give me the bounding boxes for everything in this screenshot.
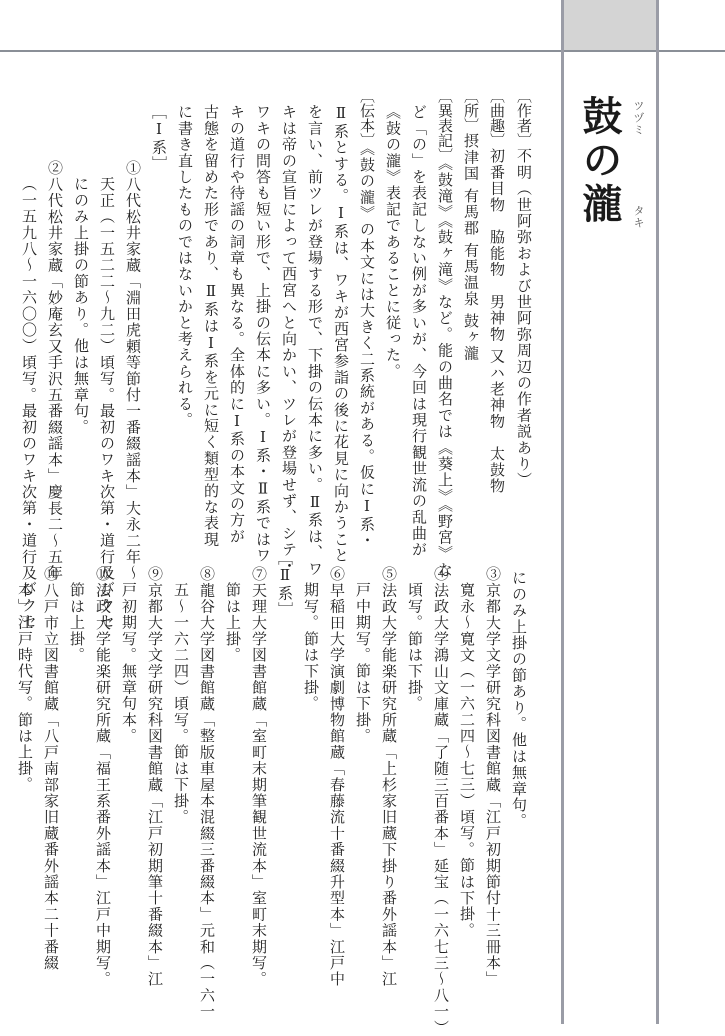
genre-label: 〔曲趣〕 bbox=[488, 88, 506, 148]
list-item: ①八代松井家蔵「淵田虎頼等節付一番綴謡本」大永二年～ bbox=[124, 160, 142, 582]
densho-label: 〔伝本〕 bbox=[358, 88, 376, 148]
variant-cont-1: ど「の」を表記しない例が多いが、今回は現行観世流の乱曲が bbox=[410, 104, 428, 558]
place-text: 摂津国 有馬郡 有馬温泉 鼓ヶ瀧 bbox=[462, 133, 480, 362]
list-item: 戸中期写。節は下掛。 bbox=[354, 582, 372, 744]
list-item: にのみ上掛の節あり。他は無章句。 bbox=[72, 176, 90, 436]
place-label: 〔所〕 bbox=[462, 88, 480, 133]
densho-line bbox=[358, 88, 376, 549]
list-item: ③京都大学文学研究科図書館蔵「江戸初期節付十三冊本」 bbox=[484, 566, 502, 988]
place-line bbox=[462, 88, 480, 362]
list-item: 節は上掛。 bbox=[224, 582, 242, 663]
list-item: 天正（一五二二～九二）頃写。最初のワキ次第・道行及びクセ bbox=[98, 176, 116, 630]
variant-label: 〔異表記〕 bbox=[436, 88, 454, 163]
list-item: ⑨京都大学文学研究科図書館蔵「江戸初期筆十番綴本」江 bbox=[146, 566, 164, 988]
title-ruby-tsuzumi: ツヅミ bbox=[632, 100, 645, 136]
densho-line: 古態を留めた形であり、Ⅱ系はⅠ系を元に短く類型的な表現 bbox=[202, 104, 220, 548]
title-column-left-rule bbox=[561, 0, 564, 1024]
list-item: ⑧龍谷大学図書館蔵「整版車屋本混綴三番綴本」元和（一六一 bbox=[198, 566, 216, 1020]
list-item: 節は上掛。 bbox=[68, 582, 86, 663]
page-title: 鼓の瀧 bbox=[576, 95, 623, 227]
list-item: ②八代松井家蔵「妙庵玄又手沢五番綴謡本」慶長二～五年 bbox=[46, 160, 64, 582]
densho-line: キの道行や待謡の詞章も異なる。全体的にⅠ系の本文の方が bbox=[228, 104, 246, 545]
list-item: ④法政大学鴻山文庫蔵「了随三百番本」延宝（一六七三～八一） bbox=[432, 566, 450, 1036]
densho-line: Ⅱ系とする。Ⅰ系は、ワキが西宮参詣の後に花見に向かうこと bbox=[332, 104, 350, 564]
author-text: 不明（世阿弥および世阿弥周辺の作者説あり） bbox=[515, 148, 533, 489]
list-item: 本」江戸時代写。節は上掛。 bbox=[16, 582, 34, 793]
densho-line: ワキの問答も短い形で、上掛の伝本に多い。Ⅰ系・Ⅱ系ではワ bbox=[254, 104, 272, 564]
densho-line: に書き直したものではないかと考えられる。 bbox=[176, 104, 194, 428]
densho-line: キは帝の宣旨によって西宮へと向かい、ツレが登場せず、シテ・ bbox=[280, 104, 298, 574]
list-item: 期写。節は下掛。 bbox=[302, 582, 320, 712]
list-item: ⑪八戸市立図書館蔵「八戸南部家旧蔵番外謡本二十番綴 bbox=[42, 566, 60, 971]
list-item: 戸初期写。無章句本。 bbox=[120, 582, 138, 744]
densho-text: 《鼓の瀧》の本文には大きく二系統がある。仮にⅠ系・ bbox=[358, 148, 376, 549]
top-rule bbox=[0, 50, 725, 52]
list-item: ⑩法政大学能楽研究所蔵「福王系番外謡本」江戸中期写。 bbox=[94, 566, 112, 988]
list-item: 寛永～寛文（一六二四～七三）頃写。節は下掛。 bbox=[458, 582, 476, 939]
series-1-header: ［Ⅰ系］ bbox=[150, 104, 168, 172]
header-tab-block bbox=[563, 0, 658, 50]
genre-text: 初番目物 脇能物 男神物 又ハ老神物 太鼓物 bbox=[488, 148, 506, 495]
series-2-header: ［Ⅱ系］ bbox=[276, 550, 294, 618]
list-item: 五～一六二四）頃写。節は下掛。 bbox=[172, 582, 190, 825]
variant-line bbox=[436, 88, 454, 578]
list-item: ⑥早稲田大学演劇博物館蔵「春藤流十番綴升型本」江戸中 bbox=[328, 566, 346, 988]
title-column-right-rule bbox=[656, 0, 659, 1024]
list-item: ⑤法政大学能楽研究所蔵「上杉家旧蔵下掛り番外謡本」江 bbox=[380, 566, 398, 988]
list-item: 頃写。節は下掛。 bbox=[406, 582, 424, 712]
genre-line bbox=[488, 88, 506, 494]
list-item: （一五九八～一六〇〇）頃写。最初のワキ次第・道行及びクセ bbox=[20, 176, 38, 630]
list-item: ⑦天理大学図書館蔵「室町末期筆観世流本」室町末期写。 bbox=[250, 566, 268, 988]
variant-text: 《鼓滝》《鼓ヶ滝》など。能の曲名では《葵上》《野宮》な bbox=[436, 163, 454, 578]
densho-line: を言い、前ツレが登場する形で、下掛の伝本に多い。Ⅱ系は、ワ bbox=[306, 104, 324, 577]
title-ruby-taki: タキ bbox=[632, 205, 645, 229]
variant-cont-2: 《鼓の瀧》表記であることに従った。 bbox=[384, 104, 402, 380]
author-line bbox=[515, 88, 533, 488]
author-label: 〔作者〕 bbox=[515, 88, 533, 148]
list-item: にのみ上掛の節あり。他は無章句。 bbox=[510, 570, 528, 830]
